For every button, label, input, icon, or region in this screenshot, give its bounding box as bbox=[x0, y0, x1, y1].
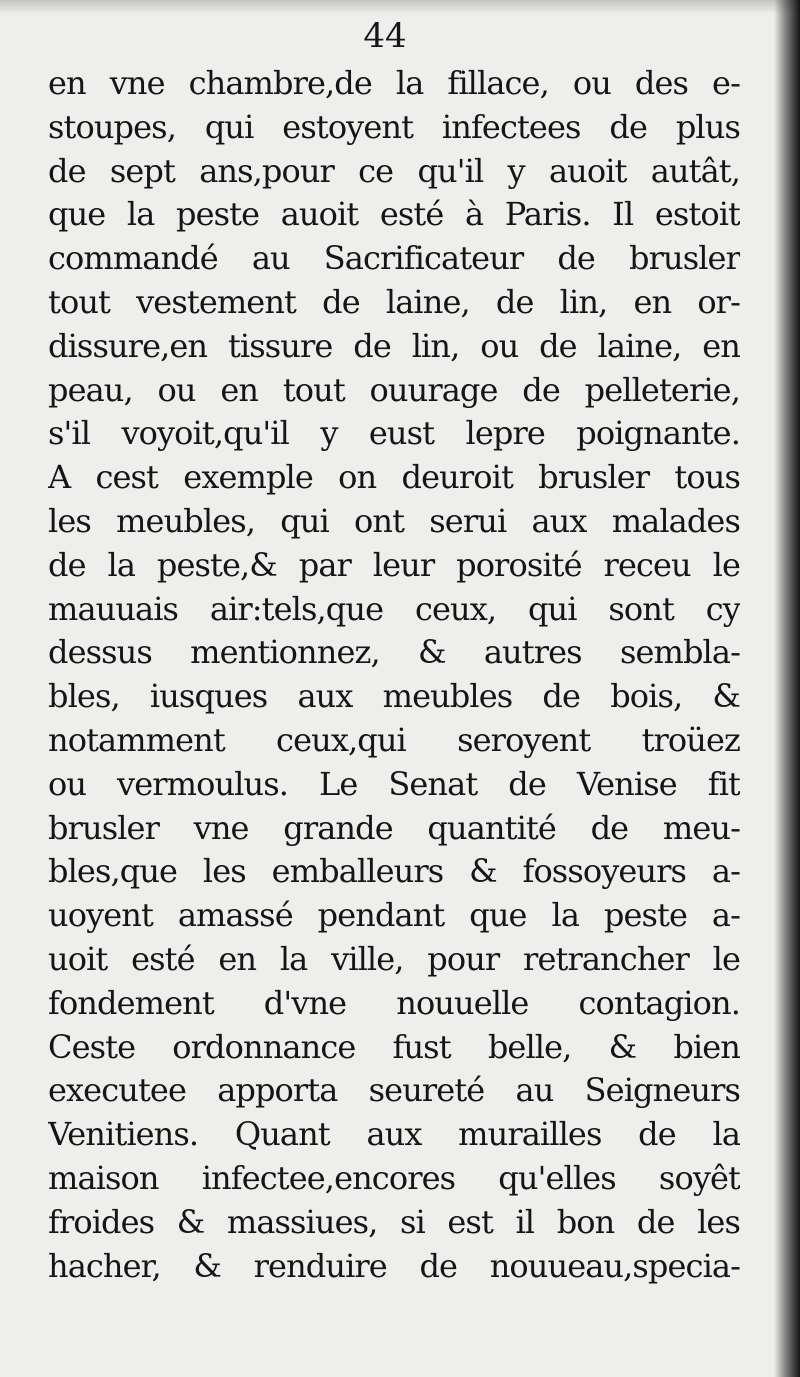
text-line: notamment ceux,qui seroyent troüez bbox=[48, 720, 740, 759]
text-line: bles,que les emballeurs & fossoyeurs a- bbox=[48, 852, 740, 891]
text-line: de la peste,& par leur porosité receu le bbox=[48, 545, 740, 584]
text-line: dissure,en tissure de lin, ou de laine, en bbox=[48, 326, 740, 365]
page-top-shadow bbox=[0, 0, 800, 14]
text-line: tout vestement de laine, de lin, en or- bbox=[48, 282, 740, 321]
text-line: bles, iusques aux meubles de bois, & bbox=[48, 677, 740, 716]
text-line: Venitiens. Quant aux murailles de la bbox=[48, 1115, 740, 1154]
text-line: peau, ou en tout ouurage de pelleterie, bbox=[48, 370, 740, 409]
text-line: fondement d'vne nouuelle contagion. bbox=[48, 983, 740, 1022]
text-line: uoyent amassé pendant que la peste a- bbox=[48, 896, 740, 935]
text-line: dessus mentionnez, & autres sembla- bbox=[48, 633, 740, 672]
text-line: froides & massiues, si est il bon de les bbox=[48, 1202, 740, 1241]
text-line: Ceste ordonnance fust belle, & bien bbox=[48, 1027, 740, 1066]
text-line: mauuais air:tels,que ceux, qui sont cy bbox=[48, 589, 740, 628]
text-line: uoit esté en la ville, pour retrancher le bbox=[48, 939, 740, 978]
text-line: ou vermoulus. Le Senat de Venise fit bbox=[48, 764, 740, 803]
text-line: que la peste auoit esté à Paris. Il estoit bbox=[48, 195, 740, 234]
text-line: A cest exemple on deuroit brusler tous bbox=[48, 458, 740, 497]
text-line: les meubles, qui ont serui aux malades bbox=[48, 501, 740, 540]
text-line: brusler vne grande quantité de meu- bbox=[48, 808, 740, 847]
text-line: de sept ans,pour ce qu'il y auoit autât, bbox=[48, 151, 740, 190]
text-line: maison infectee,encores qu'elles soyêt bbox=[48, 1158, 740, 1197]
body-text bbox=[48, 62, 740, 1288]
text-line: en vne chambre,de la fillace, ou des e- bbox=[48, 64, 740, 102]
text-line: s'il voyoit,qu'il y eust lepre poignante. bbox=[48, 414, 740, 453]
text-line: hacher, & renduire de nouueau,specia- bbox=[48, 1246, 740, 1285]
text-line: stoupes, qui estoyent infectees de plus bbox=[48, 107, 740, 146]
page-binding-edge bbox=[774, 0, 800, 1377]
page-number: 44 bbox=[363, 16, 407, 56]
text-line: executee apporta seureté au Seigneurs bbox=[48, 1071, 740, 1110]
text-line: commandé au Sacrificateur de brusler bbox=[48, 239, 740, 278]
